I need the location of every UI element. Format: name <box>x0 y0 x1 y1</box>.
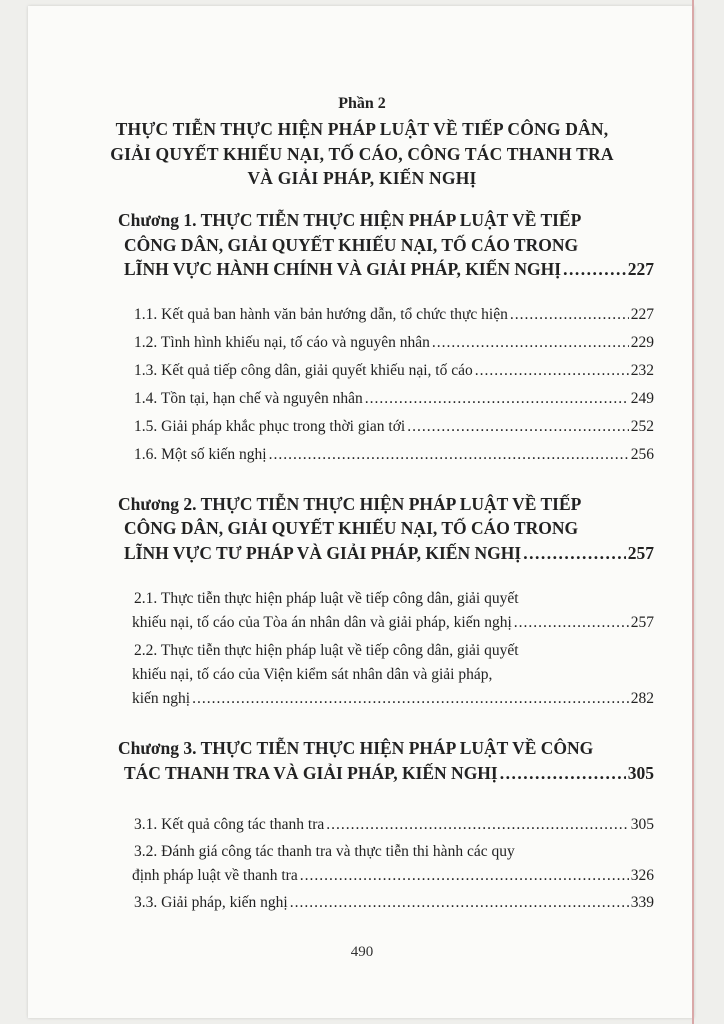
toc-entry-text: khiếu nại, tố cáo của Tòa án nhân dân và giải pháp, kiến nghị <box>132 614 512 631</box>
leader-dots <box>514 614 629 632</box>
chapter-1-title-line-3[interactable] <box>124 259 654 280</box>
leader-dots <box>500 763 626 784</box>
toc-entry-page: 249 <box>630 390 654 407</box>
toc-entry-text: định pháp luật về thanh tra <box>132 867 298 884</box>
toc-entry-2-1-line-2[interactable] <box>132 614 654 632</box>
toc-entry-page: 339 <box>630 894 654 911</box>
chapter-2-page: 257 <box>627 543 654 563</box>
toc-entry-1-2[interactable] <box>134 334 654 352</box>
leader-dots <box>300 867 629 885</box>
toc-entry-text: 1.1. Kết quả ban hành văn bản hướng dẫn, tổ chức thực hiện <box>134 306 508 323</box>
toc-entry-2-1-line-1[interactable]: 2.1. Thực tiễn thực hiện pháp luật về tiếp công dân, giải quyết <box>134 590 519 607</box>
part-heading-line-1: THỰC TIỄN THỰC HIỆN PHÁP LUẬT VỀ TIẾP CÔNG DÂN, <box>115 119 609 139</box>
chapter-2-title-line-1[interactable]: Chương 2. THỰC TIỄN THỰC HIỆN PHÁP LUẬT VỀ TIẾP <box>118 494 582 514</box>
toc-entry-text: 1.2. Tình hình khiếu nại, tố cáo và nguyên nhân <box>134 334 430 351</box>
chapter-1-title-text: LĨNH VỰC HÀNH CHÍNH VÀ GIẢI PHÁP, KIẾN NGHỊ <box>124 259 562 279</box>
toc-entry-page: 282 <box>630 690 654 707</box>
chapter-2-title-line-3[interactable] <box>124 543 654 564</box>
toc-entry-1-5[interactable] <box>134 418 654 436</box>
chapter-2-title-line-2[interactable]: CÔNG DÂN, GIẢI QUYẾT KHIẾU NẠI, TỐ CÁO TRONG <box>124 518 579 538</box>
toc-entry-page: 232 <box>630 362 654 379</box>
toc-entry-3-2-line-1[interactable]: 3.2. Đánh giá công tác thanh tra và thực tiễn thi hành các quy <box>134 843 515 860</box>
chapter-2-title-text: LĨNH VỰC TƯ PHÁP VÀ GIẢI PHÁP, KIẾN NGHỊ <box>124 543 522 563</box>
part-heading-line-2: GIẢI QUYẾT KHIẾU NẠI, TỐ CÁO, CÔNG TÁC THANH TRA <box>110 144 614 164</box>
leader-dots <box>475 362 629 380</box>
toc-entry-1-6[interactable] <box>134 446 654 464</box>
chapter-3-title-text: TÁC THANH TRA VÀ GIẢI PHÁP, KIẾN NGHỊ <box>124 763 498 783</box>
toc-entry-3-1[interactable] <box>134 816 654 834</box>
leader-dots <box>269 446 629 464</box>
chapter-3-title-line-2[interactable] <box>124 763 654 784</box>
toc-entry-1-1[interactable] <box>134 306 654 324</box>
toc-entry-2-2-line-3[interactable] <box>132 690 654 708</box>
toc-entry-2-2-line-1[interactable]: 2.2. Thực tiễn thực hiện pháp luật về tiếp công dân, giải quyết <box>134 642 519 659</box>
page-number: 490 <box>350 944 374 960</box>
leader-dots <box>192 690 629 708</box>
toc-entry-2-2-line-2[interactable]: khiếu nại, tố cáo của Viện kiểm sát nhân dân và giải pháp, <box>132 666 493 683</box>
chapter-3-page: 305 <box>627 763 654 783</box>
toc-entry-3-2-line-2[interactable] <box>132 867 654 885</box>
toc-entry-text: kiến nghị <box>132 690 191 707</box>
leader-dots <box>510 306 629 324</box>
chapter-1-title-line-2[interactable]: CÔNG DÂN, GIẢI QUYẾT KHIẾU NẠI, TỐ CÁO TRONG <box>124 235 579 255</box>
toc-entry-text: 1.5. Giải pháp khắc phục trong thời gian tới <box>134 418 406 435</box>
toc-entry-text: 3.3. Giải pháp, kiến nghị <box>134 894 288 911</box>
leader-dots <box>290 894 629 912</box>
toc-entry-page: 256 <box>630 446 654 463</box>
toc-entry-1-3[interactable] <box>134 362 654 380</box>
leader-dots <box>407 418 629 436</box>
toc-entry-1-4[interactable] <box>134 390 654 408</box>
part-heading-line-3: VÀ GIẢI PHÁP, KIẾN NGHỊ <box>247 168 477 188</box>
leader-dots <box>432 334 629 352</box>
leader-dots <box>365 390 629 408</box>
toc-entry-page: 305 <box>630 816 654 833</box>
toc-entry-page: 252 <box>630 418 654 435</box>
chapter-1-title-line-1[interactable]: Chương 1. THỰC TIỄN THỰC HIỆN PHÁP LUẬT VỀ TIẾP <box>118 210 582 230</box>
leader-dots <box>563 259 626 280</box>
leader-dots <box>523 543 626 564</box>
chapter-1-page: 227 <box>627 259 654 279</box>
toc-entry-3-3[interactable] <box>134 894 654 912</box>
toc-entry-text: 1.4. Tồn tại, hạn chế và nguyên nhân <box>134 390 363 407</box>
toc-entry-text: 3.1. Kết quả công tác thanh tra <box>134 816 325 833</box>
part-label: Phần 2 <box>338 95 386 112</box>
leader-dots <box>326 816 629 834</box>
toc-entry-page: 257 <box>630 614 654 631</box>
toc-entry-page: 229 <box>630 334 654 351</box>
toc-entry-page: 227 <box>630 306 654 323</box>
toc-entry-page: 326 <box>630 867 654 884</box>
chapter-3-title-line-1[interactable]: Chương 3. THỰC TIỄN THỰC HIỆN PHÁP LUẬT VỀ CÔNG <box>118 738 594 758</box>
toc-entry-text: 1.6. Một số kiến nghị <box>134 446 267 463</box>
toc-entry-text: 1.3. Kết quả tiếp công dân, giải quyết khiếu nại, tố cáo <box>134 362 473 379</box>
